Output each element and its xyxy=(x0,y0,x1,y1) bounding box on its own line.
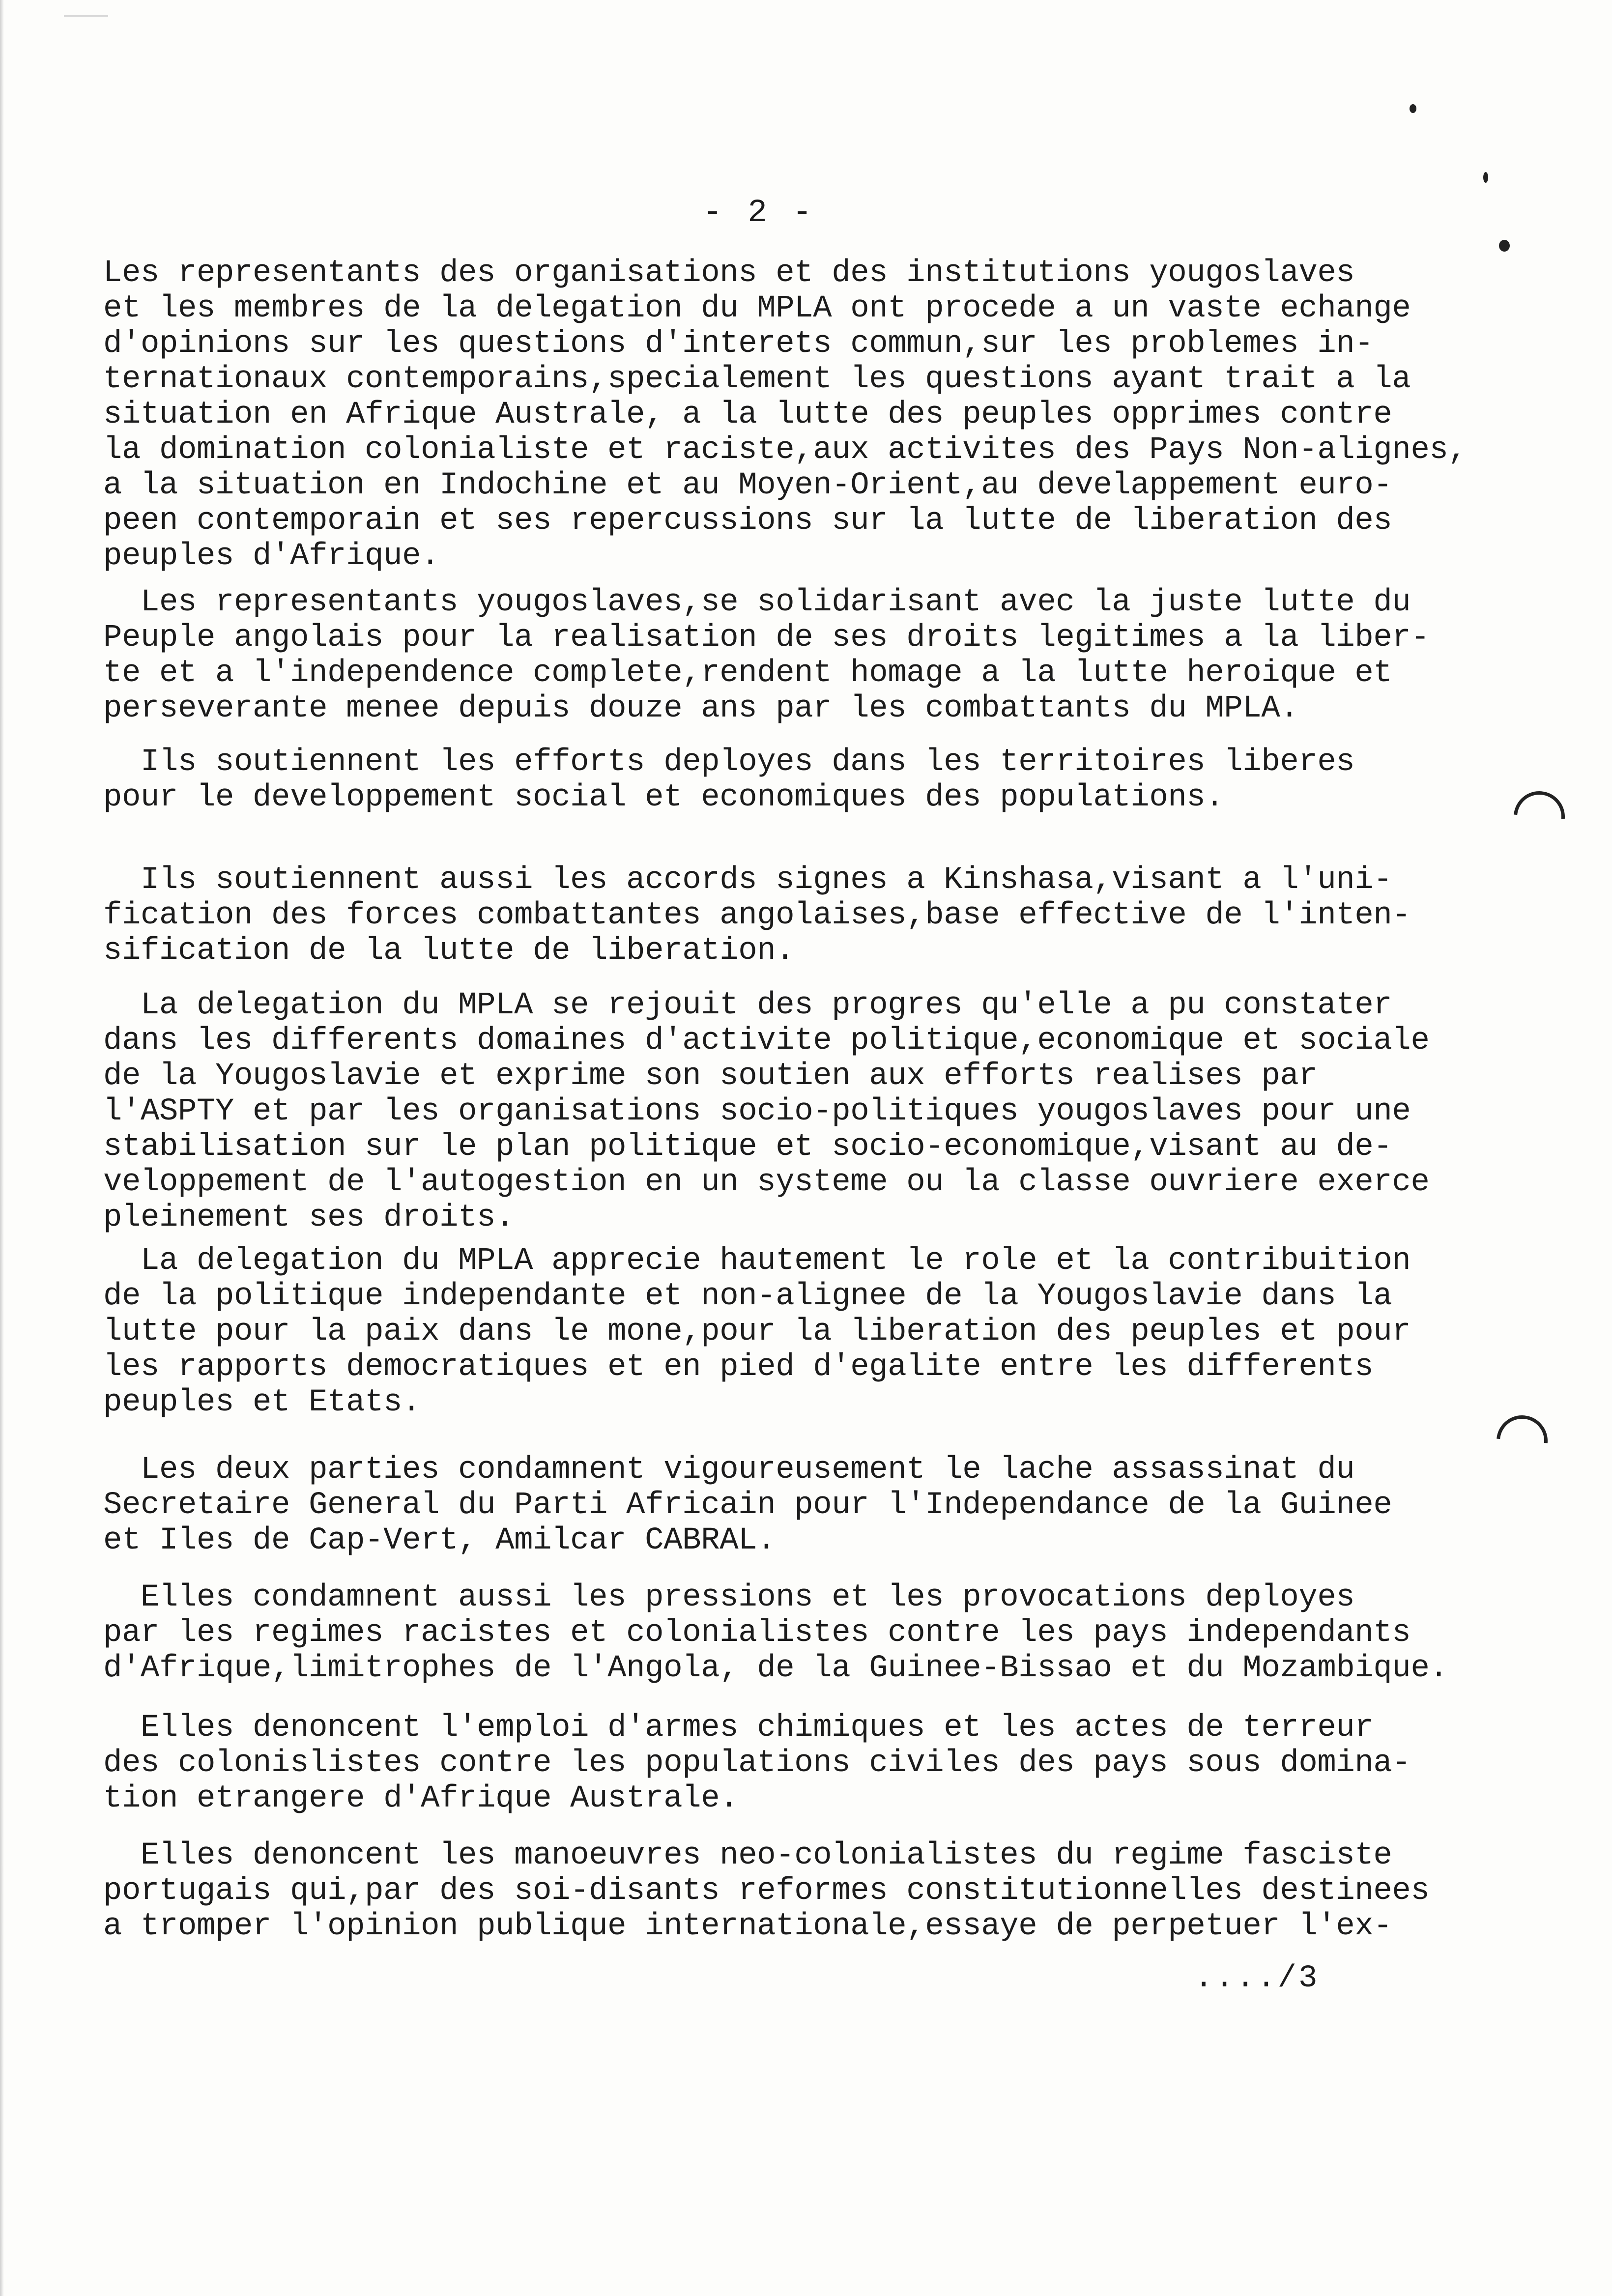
text-line: dans les differents domaines d'activite politique,economique et sociale xyxy=(103,1023,1430,1059)
text-line: Peuple angolais pour la realisation de ses droits legitimes a la liber- xyxy=(103,620,1430,656)
text-line: tion etrangere d'Afrique Australe. xyxy=(103,1781,739,1816)
paragraph-10 xyxy=(103,1838,1429,1944)
text-line: Ils soutiennent aussi les accords signes a Kinshasa,visant a l'uni- xyxy=(103,862,1392,898)
text-line: Les representants yougoslaves,se solidarisant avec la juste lutte du xyxy=(103,585,1411,620)
text-line: situation en Afrique Australe, a la lutte des peuples opprimes contre xyxy=(103,397,1392,432)
text-line: Elles condamnent aussi les pressions et les provocations deployes xyxy=(103,1580,1355,1615)
continuation-marker: ..../3 xyxy=(1194,1961,1320,1996)
text-line: portugais qui,par des soi-disants reformes constitutionnelles destinees xyxy=(103,1873,1430,1909)
text-line: sification de la lutte de liberation. xyxy=(103,933,795,969)
text-line: de la Yougoslavie et exprime son soutien aux efforts realises par xyxy=(103,1059,1318,1094)
text-line: Elles denoncent l'emploi d'armes chimiques et les actes de terreur xyxy=(103,1710,1374,1746)
text-line: ternationaux contemporains,specialement les questions ayant trait a la xyxy=(103,362,1411,397)
ink-speck xyxy=(1499,240,1510,252)
text-line: par les regimes racistes et colonialistes contre les pays independants xyxy=(103,1615,1411,1651)
text-line: Les deux parties condamnent vigoureusement le lache assassinat du xyxy=(103,1452,1355,1488)
text-line: peuples d'Afrique. xyxy=(103,539,440,574)
text-line: a la situation en Indochine et au Moyen-Orient,au develappement euro- xyxy=(103,468,1392,503)
text-line: de la politique independante et non-alignee de la Yougoslavie dans la xyxy=(103,1279,1392,1314)
text-line: des colonislistes contre les populations civiles des pays sous domina- xyxy=(103,1746,1411,1781)
text-line: pour le developpement social et economiques des populations. xyxy=(103,780,1224,815)
text-line: fication des forces combattantes angolaises,base effective de l'inten- xyxy=(103,898,1411,933)
text-line: Elles denoncent les manoeuvres neo-colonialistes du regime fasciste xyxy=(103,1838,1392,1873)
paragraph-5 xyxy=(103,988,1429,1235)
text-line: les rapports democratiques et en pied d'egalite entre les differents xyxy=(103,1349,1374,1385)
text-line: la domination colonialiste et raciste,aux activites des Pays Non-alignes, xyxy=(103,432,1467,468)
page-number: - 2 - xyxy=(703,194,815,231)
paragraph-1 xyxy=(103,256,1467,574)
paragraph-2 xyxy=(103,585,1429,726)
text-line: d'Afrique,limitrophes de l'Angola, de la Guinee-Bissao et du Mozambique. xyxy=(103,1651,1448,1686)
text-line: et les membres de la delegation du MPLA ont procede a un vaste echange xyxy=(103,291,1411,326)
paragraph-8 xyxy=(103,1580,1448,1686)
text-line: stabilisation sur le plan politique et socio-economique,visant au de- xyxy=(103,1129,1392,1165)
scan-edge-shadow xyxy=(0,0,4,2296)
text-line: lutte pour la paix dans le mone,pour la liberation des peuples et pour xyxy=(103,1314,1411,1349)
text-line: Les representants des organisations et des institutions yougoslaves xyxy=(103,256,1355,291)
text-line: et Iles de Cap-Vert, Amilcar CABRAL. xyxy=(103,1523,776,1558)
text-line: La delegation du MPLA apprecie hautement le role et la contribuition xyxy=(103,1243,1411,1279)
text-line: te et a l'independence complete,rendent homage a la lutte heroique et xyxy=(103,656,1392,691)
punch-hole-mark xyxy=(1486,1405,1558,1477)
paragraph-9 xyxy=(103,1710,1410,1816)
punch-hole-mark xyxy=(1503,781,1576,853)
text-line: Secretaire General du Parti Africain pour l'Independance de la Guinee xyxy=(103,1488,1392,1523)
text-line: Ils soutiennent les efforts deployes dans les territoires liberes xyxy=(103,745,1355,780)
text-line: perseverante menee depuis douze ans par les combattants du MPLA. xyxy=(103,691,1299,726)
paragraph-6 xyxy=(103,1243,1410,1420)
text-line: peuples et Etats. xyxy=(103,1385,421,1420)
text-line: pleinement ses droits. xyxy=(103,1200,515,1235)
paragraph-3 xyxy=(103,745,1354,815)
scan-top-mark xyxy=(64,15,108,17)
ink-speck xyxy=(1410,104,1416,113)
paragraph-7 xyxy=(103,1452,1392,1558)
ink-speck xyxy=(1483,172,1488,183)
text-line: a tromper l'opinion publique internationale,essaye de perpetuer l'ex- xyxy=(103,1909,1392,1944)
paragraph-4 xyxy=(103,862,1410,969)
text-line: peen contemporain et ses repercussions sur la lutte de liberation des xyxy=(103,503,1392,539)
text-line: l'ASPTY et par les organisations socio-politiques yougoslaves pour une xyxy=(103,1094,1411,1129)
text-line: veloppement de l'autogestion en un systeme ou la classe ouvriere exerce xyxy=(103,1165,1430,1200)
text-line: d'opinions sur les questions d'interets commun,sur les problemes in- xyxy=(103,326,1374,362)
text-line: La delegation du MPLA se rejouit des progres qu'elle a pu constater xyxy=(103,988,1392,1023)
